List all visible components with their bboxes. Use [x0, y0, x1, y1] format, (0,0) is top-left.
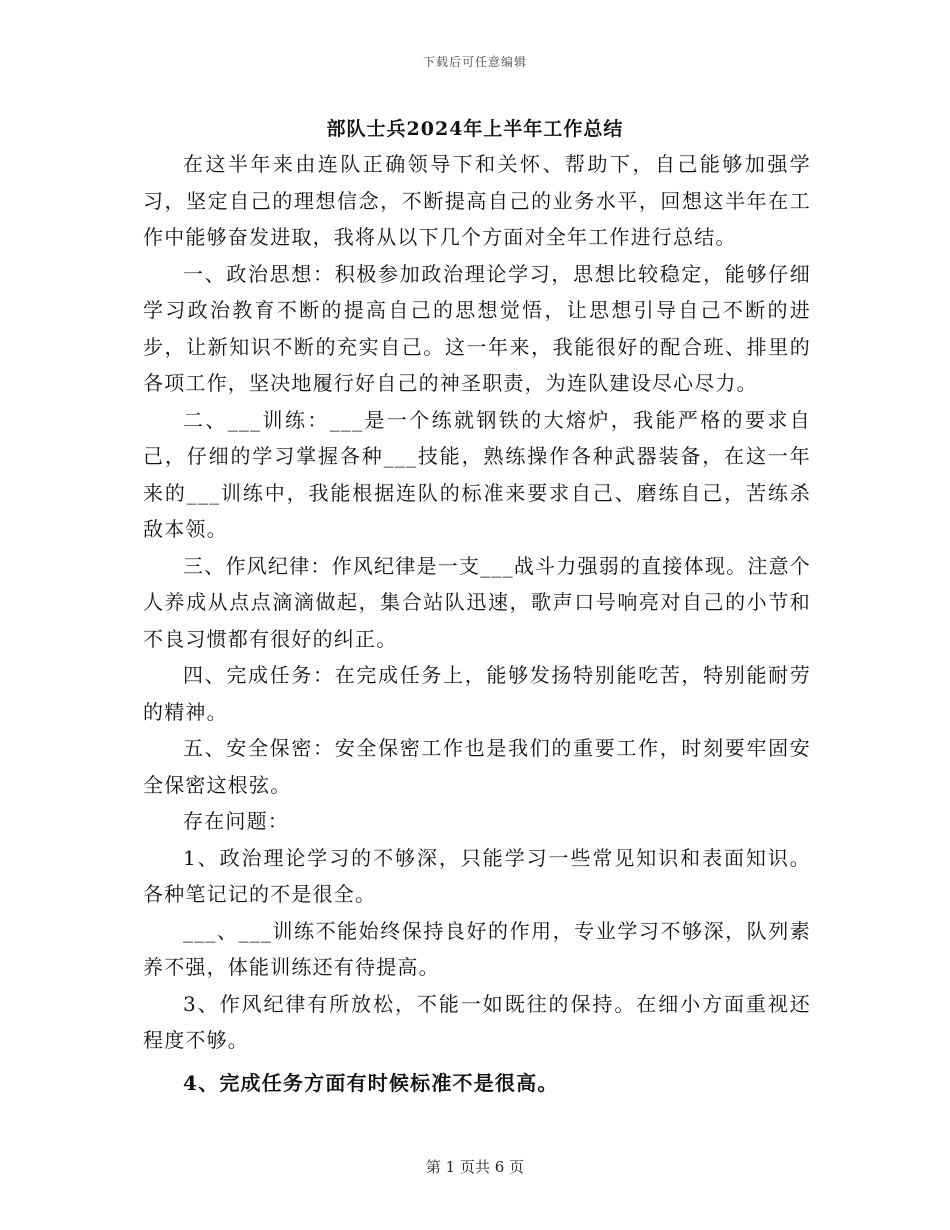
page-number: 第 1 页共 6 页 [425, 1158, 525, 1176]
paragraph-political-thought: 一、政治思想：积极参加政治理论学习，思想比较稳定，能够仔细学习政治教育不断的提高自己的思想觉悟，让思想引导自己不断的进步，让新知识不断的充实自己。这一年来，我能很好的配合班、排里的各项工作，坚决地履行好自己的神圣职责，为连队建设尽心尽力。 [143, 261, 811, 395]
paragraph-tasks: 四、完成任务：在完成任务上，能够发扬特别能吃苦，特别能耐劳的精神。 [143, 663, 811, 724]
paragraph-training: 二、___训练：___是一个练就钢铁的大熔炉，我能严格的要求自己，仔细的学习掌握各种___技能，熟练操作各种武器装备，在这一年来的___训练中，我能根据连队的标准来要求自己、磨练自己，苦练杀敌本领。 [143, 407, 811, 541]
paragraph-problem-3: 3、作风纪律有所放松，不能一如既往的保持。在细小方面重视还程度不够。 [143, 991, 811, 1052]
paragraph-problem-1: 1、政治理论学习的不够深，只能学习一些常见知识和表面知识。各种笔记记的不是很全。 [143, 845, 811, 906]
paragraph-intro: 在这半年来由连队正确领导下和关怀、帮助下，自己能够加强学习，坚定自己的理想信念，不断提高自己的业务水平，回想这半年在工作中能够奋发进取，我将从以下几个方面对全年工作进行总结。 [143, 152, 811, 249]
header-note: 下载后可任意编辑 [422, 55, 527, 69]
paragraph-problems-heading: 存在问题： [183, 809, 289, 833]
paragraph-problem-4: 4、完成任务方面有时候标准不是很高。 [183, 1070, 559, 1095]
paragraph-problem-2: ___、___训练不能始终保持良好的作用，专业学习不够深，队列素养不强，体能训练还有待提高。 [143, 918, 811, 979]
paragraph-discipline: 三、作风纪律：作风纪律是一支___战斗力强弱的直接体现。注意个人养成从点点滴滴做起，集合站队迅速，歌声口号响亮对自己的小节和不良习惯都有很好的纠正。 [143, 553, 811, 651]
paragraph-security: 五、安全保密：安全保密工作也是我们的重要工作，时刻要牢固安全保密这根弦。 [143, 736, 811, 797]
document-title: 部队士兵2024年上半年工作总结 [326, 118, 624, 140]
document-body [143, 146, 811, 1101]
